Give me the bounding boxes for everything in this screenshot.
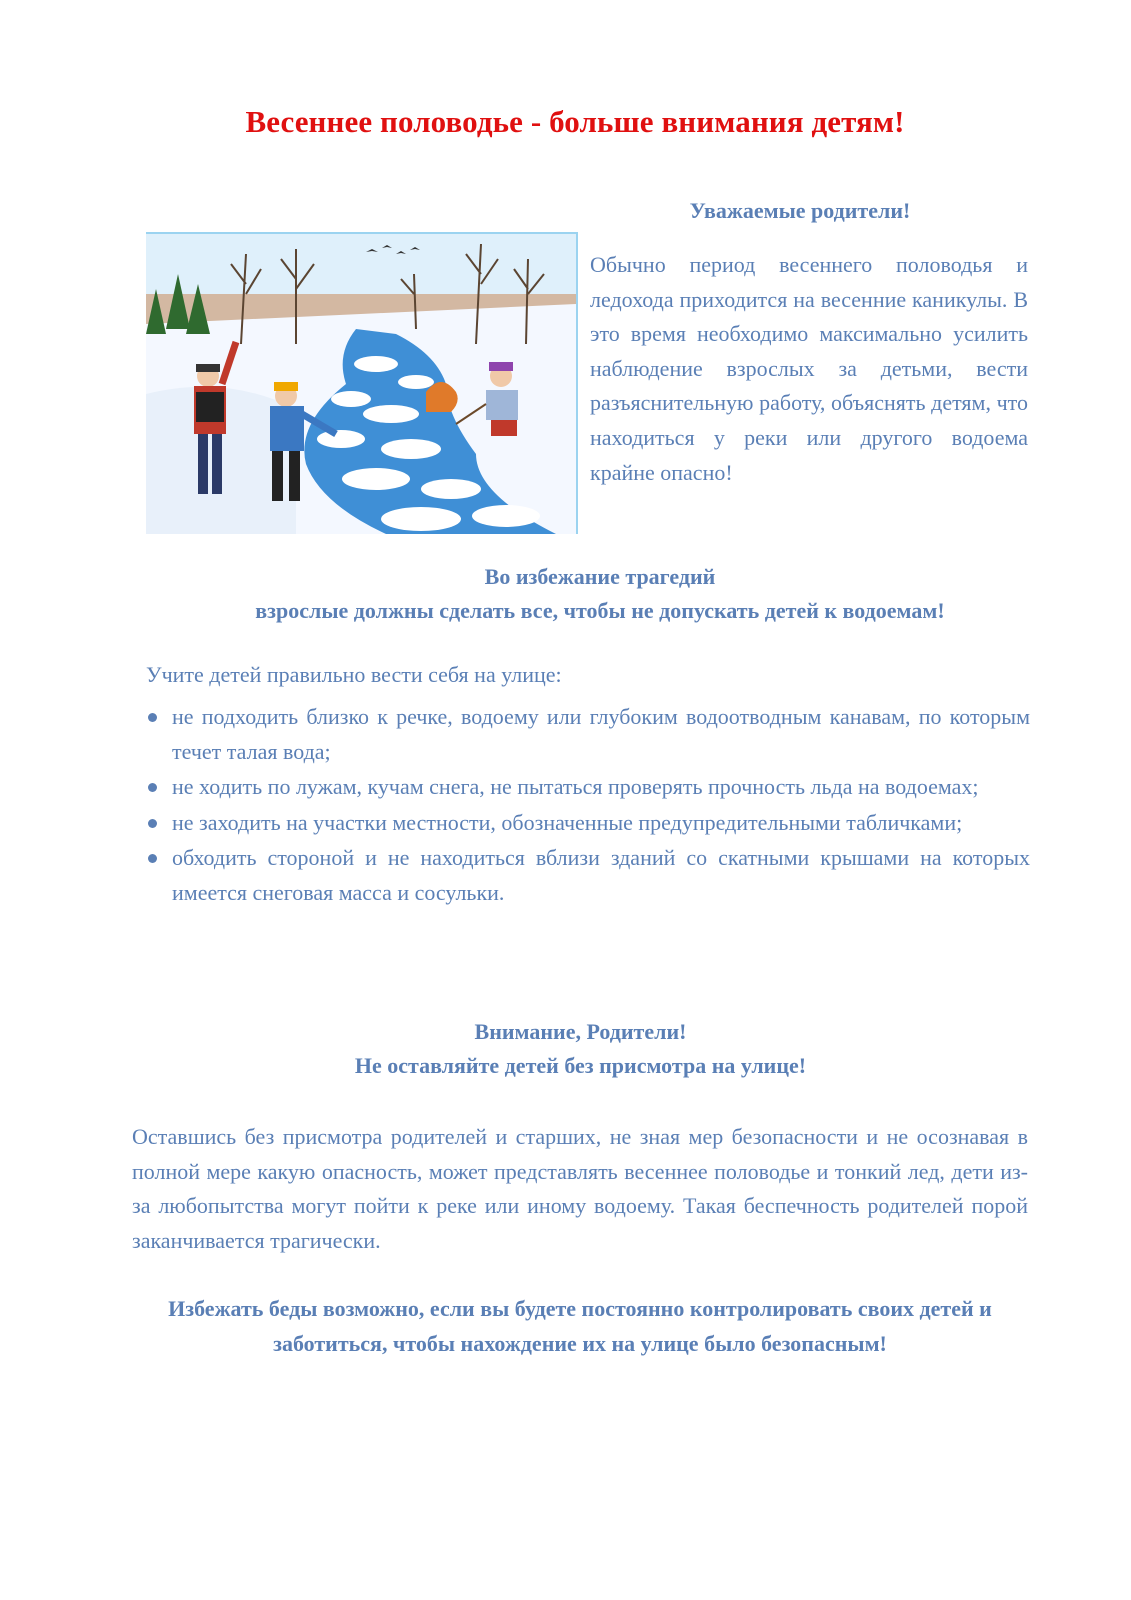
intro-text: Обычно период весеннего половодья и ледохода приходится на весенние каникулы. В это время необходимо максимально усилить наблюдение взрослых за детьми, вести разъяснительную работу, объяснять детям, что находиться у реки или другого водоема крайне опасно!	[590, 252, 1028, 485]
bullet-icon	[148, 783, 157, 792]
list-item	[148, 841, 1030, 910]
warning-paragraph	[132, 1120, 1028, 1258]
bullet-icon	[148, 854, 157, 863]
list-item	[148, 770, 1030, 805]
avoid-heading	[0, 560, 1131, 628]
rules-list	[148, 700, 1030, 912]
spring-flood-illustration	[146, 232, 578, 534]
attention-heading-line-1: Внимание, Родители!	[474, 1019, 687, 1044]
list-item-text: не ходить по лужам, кучам снега, не пытаться проверять прочность льда на водоемах;	[172, 774, 979, 800]
warning-text: Оставшись без присмотра родителей и старших, не зная мер безопасности и не осознавая в полной мере какую опасность, может представлять весеннее половодье и тонкий лед, дети из-за любопытства могут пойти к реке или иному водоему. Такая беспечность родителей порой заканчивается трагически.	[132, 1124, 1028, 1253]
list-item-text: обходить стороной и не находиться вблизи зданий со скатными крышами на которых имеется снеговая масса и сосульки.	[172, 845, 1030, 905]
list-item	[148, 700, 1030, 769]
list-item-text: не заходить на участки местности, обозначенные предупредительными табличками;	[172, 809, 963, 835]
final-statement: Избежать беды возможно, если вы будете постоянно контролировать своих детей и заботиться, чтобы нахождение их на улице было безопасным!	[168, 1296, 992, 1356]
illustration-drawing	[146, 234, 576, 534]
attention-heading-line-2: Не оставляйте детей без присмотра на улице!	[354, 1053, 807, 1078]
avoid-heading-line-1: Во избежание трагедий	[484, 564, 716, 589]
avoid-heading-line-2: взрослые должны сделать все, чтобы не допускать детей к водоемам!	[255, 598, 945, 623]
attention-heading	[0, 1015, 1131, 1083]
teach-lead: Учите детей правильно вести себя на улице:	[146, 662, 562, 687]
page-title: Весеннее половодье - больше внимания детям!	[245, 104, 905, 139]
bullet-icon	[148, 819, 157, 828]
bullet-icon	[148, 713, 157, 722]
intro-paragraph	[590, 248, 1028, 490]
greeting-heading: Уважаемые родители!	[689, 198, 911, 223]
list-item-text: не подходить близко к речке, водоему или глубоким водоотводным канавам, по которым течет талая вода;	[172, 704, 1030, 764]
list-item	[148, 806, 1030, 841]
